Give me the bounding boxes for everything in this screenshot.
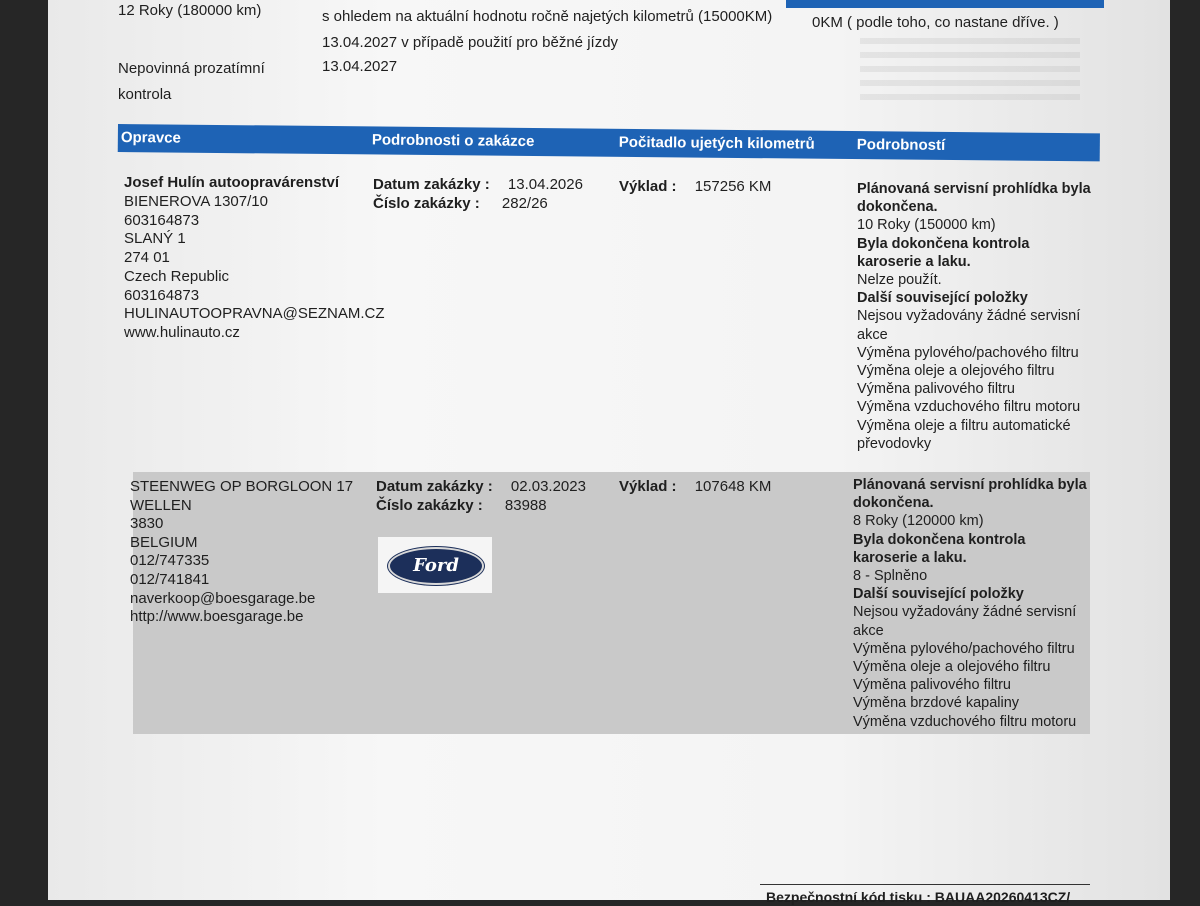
- detail-line: akce: [853, 622, 884, 639]
- odometer-label: Výklad :: [619, 178, 677, 195]
- detail-line: Výměna palivového filtru: [857, 381, 1015, 398]
- phone-line: 012/741841: [130, 570, 210, 588]
- detail-line: Byla dokončena kontrola: [853, 531, 1026, 548]
- address-line: BIENEROVA 1307/10: [124, 193, 268, 210]
- order-date-label: Datum zakázky :: [373, 176, 490, 193]
- detail-line: 8 Roky (120000 km): [853, 513, 984, 530]
- odometer: [619, 478, 771, 496]
- header-order-details: Podrobnosti o zakázce: [371, 131, 535, 150]
- detail-line: karoserie a laku.: [857, 253, 971, 270]
- detail-line: 10 Roky (150000 km): [857, 217, 996, 234]
- detail-line: 8 - Splněno: [853, 568, 928, 585]
- service-interval-value: 12 Roky (180000 km): [118, 2, 262, 19]
- address-line: STEENWEG OP BORGLOON 17: [130, 478, 354, 495]
- ford-logo-text: Ford: [413, 555, 459, 576]
- address-line: 3830: [130, 515, 164, 533]
- order-date-label: Datum zakázky :: [376, 478, 493, 495]
- detail-line: Výměna pylového/pachového filtru: [857, 344, 1079, 361]
- ford-oval-icon: [388, 547, 484, 585]
- detail-line: Plánovaná servisní prohlídka byla: [857, 181, 1091, 197]
- repairer-address: [124, 193, 385, 343]
- website-line: http://www.boesgarage.be: [130, 608, 304, 626]
- security-code: Bezpečnostní kód tisku : BAUAA20260413CZ/: [766, 889, 1071, 905]
- detail-line: Nejsou vyžadovány žádné servisní: [853, 604, 1077, 621]
- optional-inspection-label: Nepovinná prozatímní kontrola: [118, 60, 265, 103]
- website-line: www.hulinauto.cz: [124, 323, 240, 341]
- phone-line: 603164873: [124, 211, 200, 229]
- detail-line: Nelze použít.: [857, 272, 942, 289]
- detail-line: Výměna oleje a olejového filtru: [857, 363, 1055, 380]
- address-line: SLANÝ 1: [124, 230, 186, 248]
- service-details: [853, 476, 1087, 731]
- order-date: [376, 478, 586, 496]
- header-odometer: Počitadlo ujetých kilometrů: [618, 133, 815, 153]
- detail-line: Další související položky: [857, 290, 1028, 307]
- optional-inspection-date: 13.04.2027: [322, 58, 398, 75]
- odometer-value: 107648 KM: [694, 478, 772, 495]
- address-line: BELGIUM: [130, 533, 198, 551]
- detail-line: dokončena.: [857, 199, 938, 216]
- limit-text: 0KM ( podle toho, co nastane dříve. ): [812, 14, 1059, 31]
- detail-line: Výměna brzdové kapaliny: [853, 695, 1020, 712]
- detail-line: Další související položky: [853, 586, 1024, 603]
- order-number: [376, 497, 547, 515]
- address-line: Czech Republic: [124, 267, 230, 285]
- detail-line: Výměna vzduchového filtru motoru: [853, 713, 1077, 730]
- order-number-value: 83988: [504, 497, 547, 514]
- detail-line: Výměna vzduchového filtru motoru: [857, 399, 1081, 416]
- detail-line: Byla dokončena kontrola: [857, 235, 1030, 252]
- detail-line: Výměna palivového filtru: [853, 677, 1011, 694]
- order-date-value: 13.04.2026: [507, 176, 583, 193]
- order-date: [373, 176, 583, 194]
- ford-logo: [378, 537, 492, 593]
- detail-line: dokončena.: [853, 495, 934, 512]
- email-line: HULINAUTOOPRAVNA@SEZNAM.CZ: [124, 305, 385, 323]
- mileage-text: s ohledem na aktuální hodnotu ročně najetých kilometrů (15000KM): [322, 8, 773, 25]
- order-date-value: 02.03.2023: [510, 478, 586, 495]
- order-number-label: Číslo zakázky :: [373, 195, 480, 212]
- phone-line: 603164873: [124, 286, 200, 304]
- header-repairer: Opravce: [120, 129, 181, 147]
- footer-divider: [760, 884, 1090, 885]
- service-details: [857, 180, 1091, 453]
- order-number-value: 282/26: [501, 195, 548, 212]
- repairer-address: [130, 478, 353, 627]
- phone-line: 012/747335: [130, 552, 210, 570]
- order-number: [373, 195, 548, 213]
- repairer-name: Josef Hulín autoopravárenství: [124, 174, 340, 191]
- header-details: Podrobností: [856, 136, 946, 154]
- address-line: WELLEN: [130, 496, 192, 514]
- detail-line: Nejsou vyžadovány žádné servisní: [857, 308, 1081, 325]
- odometer-label: Výklad :: [619, 478, 677, 495]
- detail-line: akce: [857, 326, 888, 343]
- odometer: [619, 178, 771, 196]
- email-line: naverkoop@boesgarage.be: [130, 589, 316, 607]
- detail-line: Výměna pylového/pachového filtru: [853, 640, 1075, 657]
- detail-line: karoserie a laku.: [853, 549, 967, 566]
- address-line: 274 01: [124, 249, 170, 267]
- order-number-label: Číslo zakázky :: [376, 497, 483, 514]
- detail-line: Plánovaná servisní prohlídka byla: [853, 477, 1087, 493]
- detail-line: Výměna oleje a olejového filtru: [853, 659, 1051, 676]
- detail-line: převodovky: [857, 435, 932, 452]
- detail-line: Výměna oleje a filtru automatické: [857, 417, 1071, 434]
- top-header-bar: [786, 0, 1104, 8]
- bleed-through-text: [860, 38, 1080, 108]
- odometer-value: 157256 KM: [694, 178, 772, 195]
- normal-use-date: 13.04.2027 v případě použití pro běžné jízdy: [322, 34, 619, 51]
